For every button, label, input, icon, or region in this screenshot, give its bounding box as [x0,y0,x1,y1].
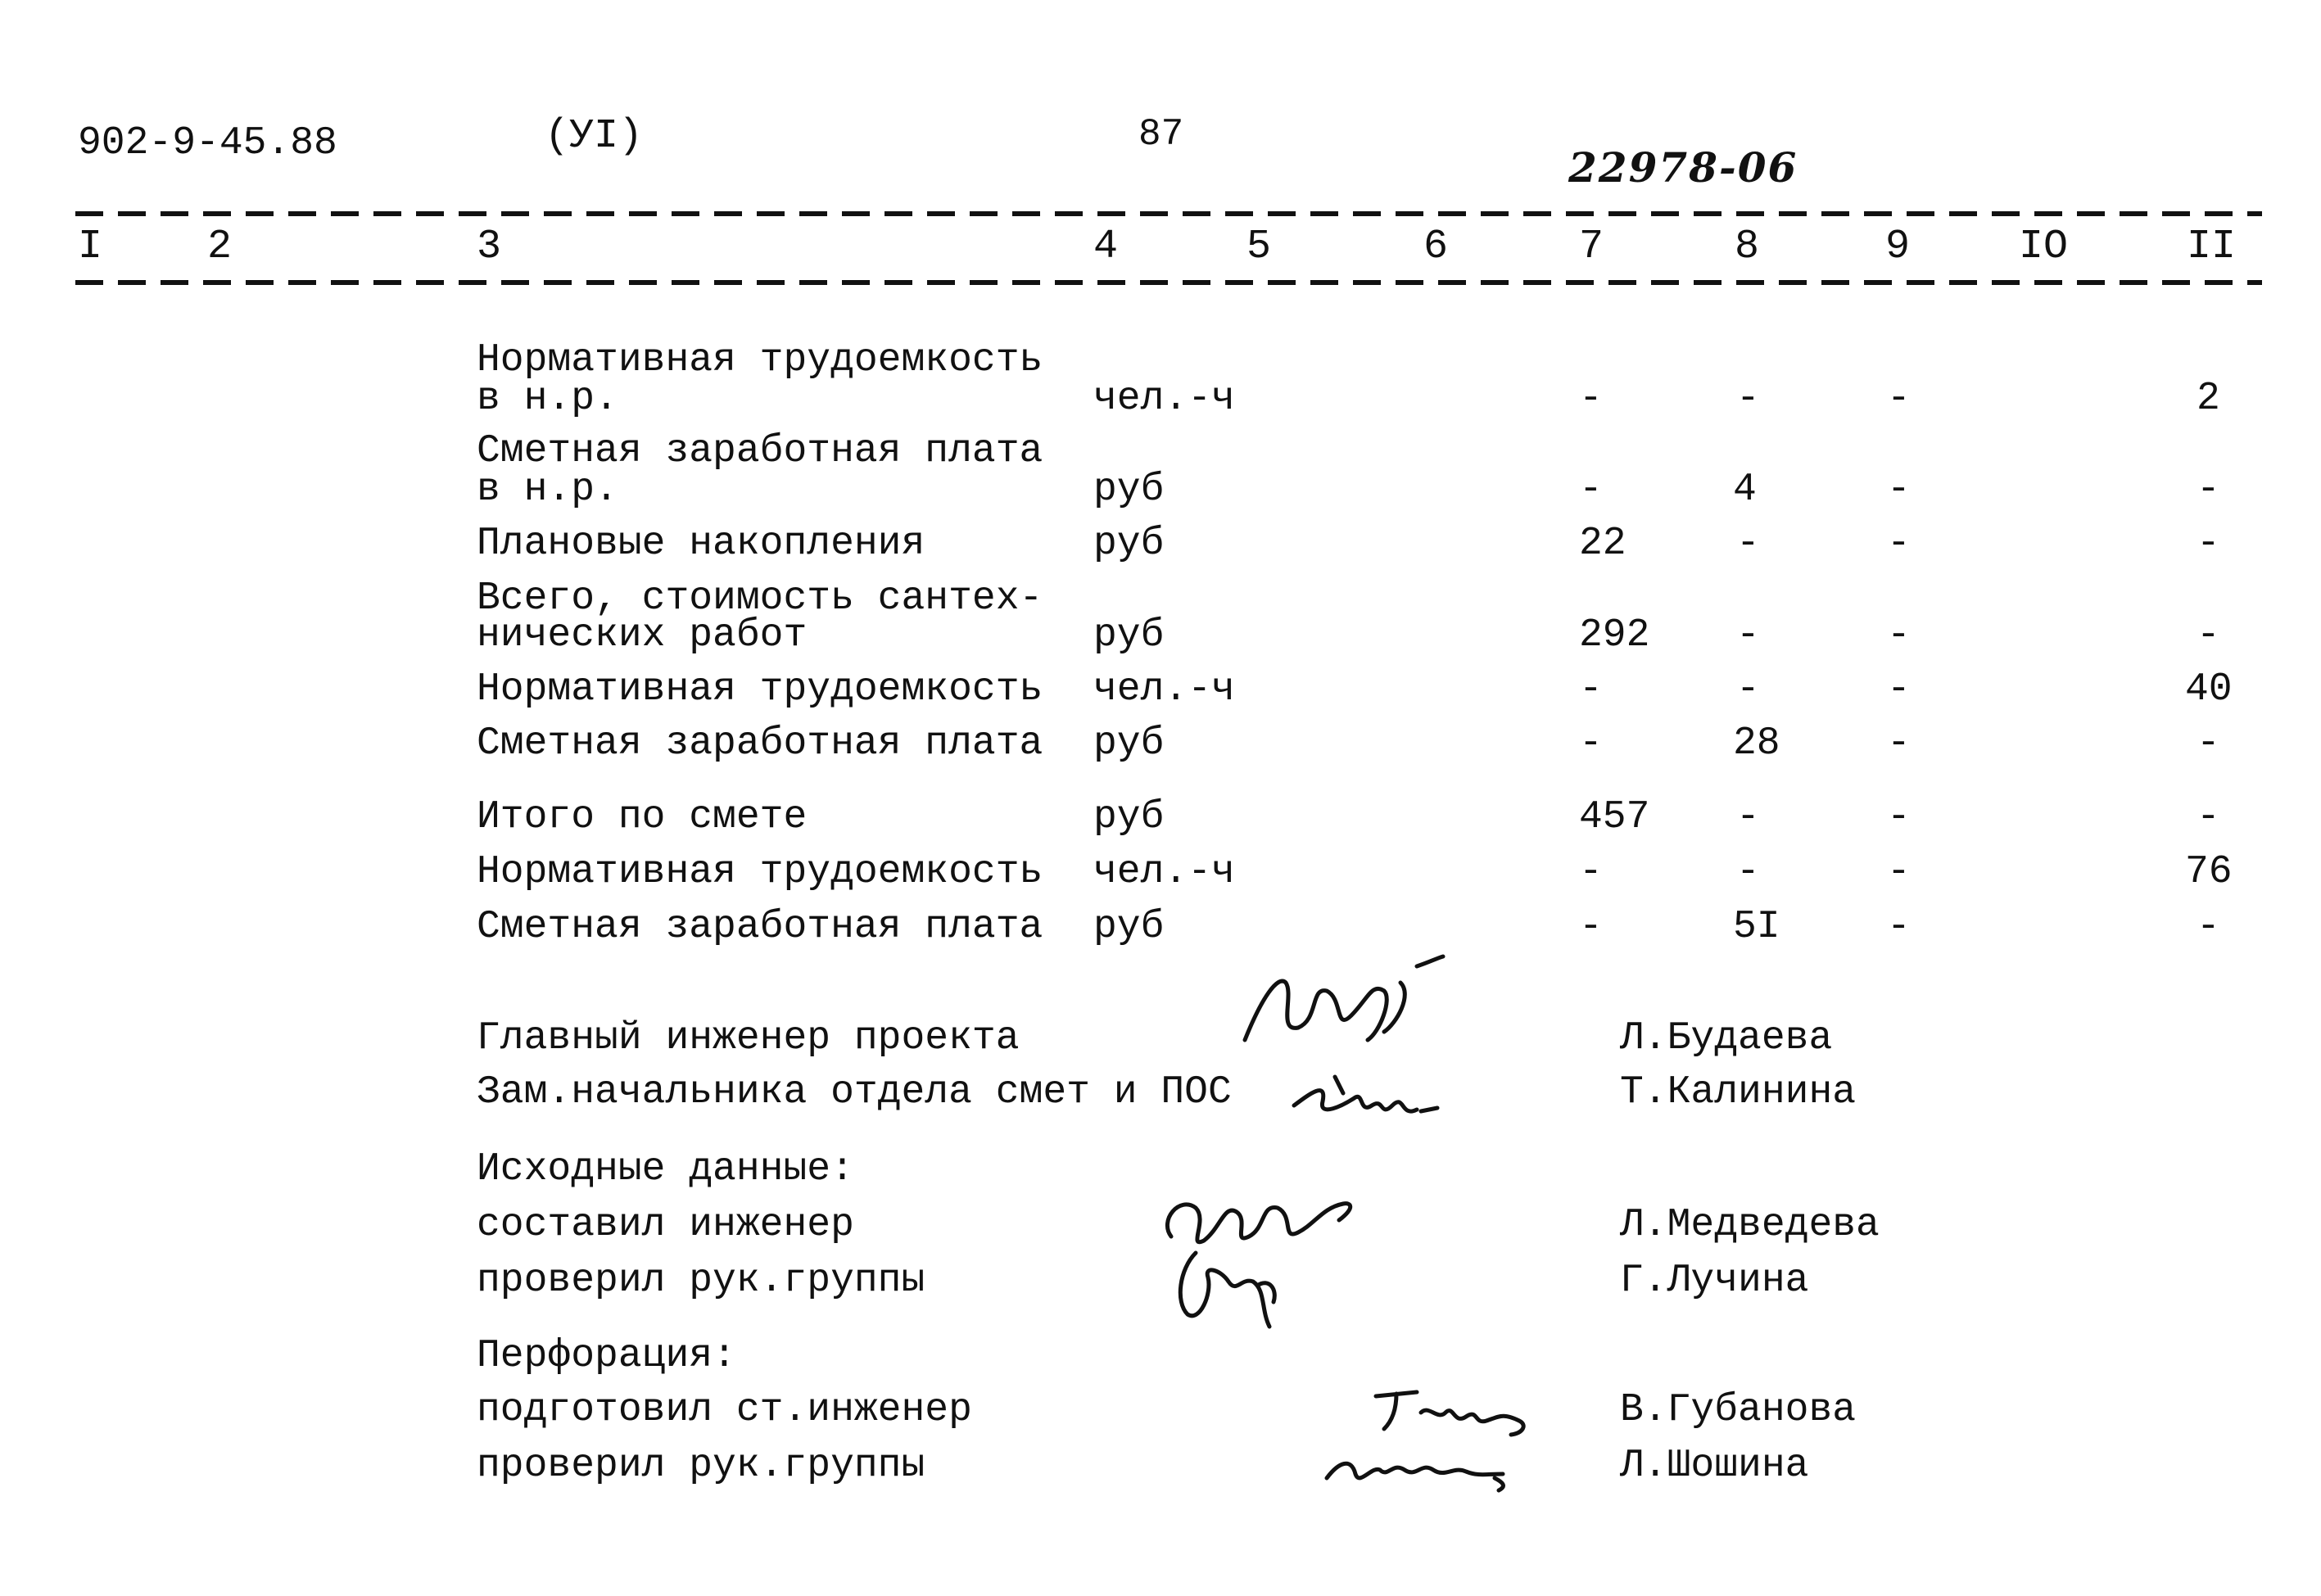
row-2-col11: - [2197,468,2220,512]
row-1-col7: - [1579,377,1603,421]
row-2-unit: руб [1093,468,1165,512]
row-6-name: Сметная заработная плата [477,721,1043,766]
checked2-role: проверил рук.группы [477,1444,925,1488]
row-4-name-line2: нических работ [477,613,808,658]
row-3-name: Плановые накопления [477,522,925,566]
row-9-col9: - [1887,905,1911,949]
row-9-col8: 5I [1733,905,1780,949]
row-7-col7: 457 [1579,795,1650,839]
prepared-name: В.Губанова [1620,1388,1857,1432]
checked1-name: Г.Лучина [1620,1259,1809,1303]
row-6-col7: - [1579,721,1603,766]
signature-checked1 [1163,1237,1310,1335]
checked1-role: проверил рук.группы [477,1259,925,1303]
deputy-head-role: Зам.начальника отдела смет и ПОС [477,1070,1232,1114]
archive-number: 22978-06 [1568,143,1798,192]
row-7-name: Итого по смете [477,795,808,839]
row-4-col11: - [2197,613,2220,658]
compiled-name: Л.Медведева [1620,1203,1880,1247]
row-4-col7: 292 [1579,613,1650,658]
row-2-col8: 4 [1733,468,1757,512]
row-7-col9: - [1887,795,1911,839]
row-1-name-line2: в н.р. [477,377,618,421]
row-1-col11: 2 [2197,377,2220,421]
row-5-col8: - [1736,667,1760,712]
chief-engineer-name: Л.Будаева [1620,1016,1833,1060]
row-4-name-line1: Всего, стоимость сантех- [477,576,1043,621]
row-6-col11: - [2197,721,2220,766]
row-3-unit: руб [1093,522,1165,566]
checked2-name: Л.Шошина [1620,1444,1809,1488]
row-7-unit: руб [1093,795,1165,839]
compiled-role: составил инженер [477,1203,854,1247]
top-dashed-rule [75,211,2262,216]
col-header-2: 2 [207,224,233,270]
row-3-col11: - [2197,522,2220,566]
bottom-dashed-rule [75,280,2262,285]
doc-code: 902-9-45.88 [78,121,337,165]
col-header-4: 4 [1093,224,1119,270]
prepared-role: подготовил ст.инженер [477,1388,972,1432]
row-3-col7: 22 [1579,522,1627,566]
row-5-unit: чел.-ч [1093,667,1235,712]
row-8-col8: - [1736,850,1760,894]
row-5-col9: - [1887,667,1911,712]
col-header-11: II [2187,224,2237,270]
row-6-unit: руб [1093,721,1165,766]
row-2-name-line1: Сметная заработная плата [477,429,1043,473]
source-data-heading: Исходные данные: [477,1147,854,1191]
section-label: (УI) [545,113,644,160]
deputy-head-name: Т.Калинина [1620,1070,1857,1114]
row-4-unit: руб [1093,613,1165,658]
col-header-7: 7 [1579,224,1604,270]
signature-checked2 [1319,1437,1523,1494]
signature-deputy-head [1286,1060,1450,1134]
row-9-col11: - [2197,905,2220,949]
row-4-col9: - [1887,613,1911,658]
row-2-col7: - [1579,468,1603,512]
row-9-col7: - [1579,905,1603,949]
row-8-unit: чел.-ч [1093,850,1235,894]
row-4-col8: - [1736,613,1760,658]
row-8-col9: - [1887,850,1911,894]
row-6-col9: - [1887,721,1911,766]
row-9-unit: руб [1093,905,1165,949]
page-number: 87 [1138,113,1184,156]
row-1-col9: - [1887,377,1911,421]
row-6-col8: 28 [1733,721,1780,766]
row-8-col11: 76 [2185,850,2233,894]
row-1-unit: чел.-ч [1093,377,1235,421]
col-header-6: 6 [1423,224,1449,270]
chief-engineer-role: Главный инженер проекта [477,1016,1020,1060]
row-5-col11: 40 [2185,667,2233,712]
col-header-1: I [78,224,103,270]
col-header-10: IO [2019,224,2069,270]
signature-prepared [1360,1376,1540,1441]
row-5-col7: - [1579,667,1603,712]
row-8-name: Нормативная трудоемкость [477,850,1043,894]
row-7-col8: - [1736,795,1760,839]
col-header-8: 8 [1735,224,1760,270]
row-1-col8: - [1736,377,1760,421]
col-header-9: 9 [1885,224,1911,270]
signature-chief-engineer [1228,950,1458,1056]
col-header-3: 3 [477,224,502,270]
row-7-col11: - [2197,795,2220,839]
row-3-col8: - [1736,522,1760,566]
perforation-heading: Перфорация: [477,1334,736,1378]
col-header-5: 5 [1246,224,1272,270]
row-5-name: Нормативная трудоемкость [477,667,1043,712]
row-2-name-line2: в н.р. [477,468,618,512]
row-8-col7: - [1579,850,1603,894]
row-3-col9: - [1887,522,1911,566]
row-9-name: Сметная заработная плата [477,905,1043,949]
row-1-name-line1: Нормативная трудоемкость [477,338,1043,382]
row-2-col9: - [1887,468,1911,512]
